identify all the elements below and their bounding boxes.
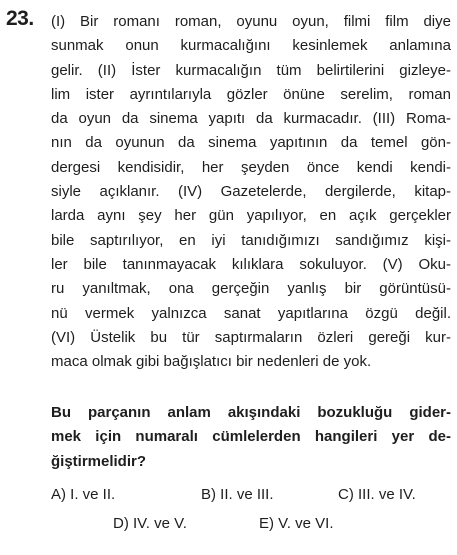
option-e[interactable]: E) V. ve VI. xyxy=(259,515,334,532)
passage-line: da oyun da sinema yapıtı da kurmacadır. (III) Roma- xyxy=(51,110,451,128)
passage-line: nın da oyunun da sinema yapıtının da temel gön- xyxy=(51,134,451,152)
passage-line: nü vermek yalnızca sanat yapıtlarına özgü değil. xyxy=(51,304,451,322)
question-number: 23. xyxy=(6,7,34,30)
option-a[interactable]: A) I. ve II. xyxy=(51,486,116,503)
passage-line: dergesi kendisidir, her şeyden önce kendi kendi- xyxy=(51,158,451,176)
prompt-line: Bu parçanın anlam akışındaki bozukluğu gider- xyxy=(51,404,451,421)
option-c[interactable]: C) III. ve IV. xyxy=(338,486,416,503)
prompt-line: ğiştirmelidir? xyxy=(51,452,147,470)
passage-line: lim ister ayrıntılarıyla gözler önüne serelim, roman xyxy=(51,85,451,103)
passage-line: sunmak onun kurmacalığını kesinlemek anlamına xyxy=(51,37,451,55)
passage-line: ru yanıltmak, ona gerçeğin yanlış bir görüntüsü- xyxy=(51,280,451,298)
passage-line: larda aynı şey her gün yapılıyor, en açık gerçekler xyxy=(51,207,451,225)
passage-line: (VI) Üstelik bu tür saptırmaların özleri gereği kur- xyxy=(51,328,451,346)
question-prompt xyxy=(51,401,451,474)
passage-line: gelir. (II) İster kurmacalığın tüm belirtilerini gizleye- xyxy=(51,61,451,79)
passage-line: maca olmak gibi bağışlatıcı bir nedenleri de yok. xyxy=(51,353,372,371)
passage-line: (I) Bir romanı roman, oyunu oyun, filmi film diye xyxy=(51,13,451,30)
passage xyxy=(51,10,451,374)
passage-line: siyle açıklanır. (IV) Gazetelerde, dergilerde, kitap- xyxy=(51,183,451,201)
passage-line: bile saptırılıyor, en iyi tanıdığımızı sandığımız kişi- xyxy=(51,231,451,249)
passage-line: ler bile tanınmayacak kılıklara sokuluyor. (V) Oku- xyxy=(51,255,451,273)
option-b[interactable]: B) II. ve III. xyxy=(201,486,274,503)
option-d[interactable]: D) IV. ve V. xyxy=(113,515,187,532)
prompt-line: mek için numaralı cümlelerden hangileri yer de- xyxy=(51,428,451,446)
